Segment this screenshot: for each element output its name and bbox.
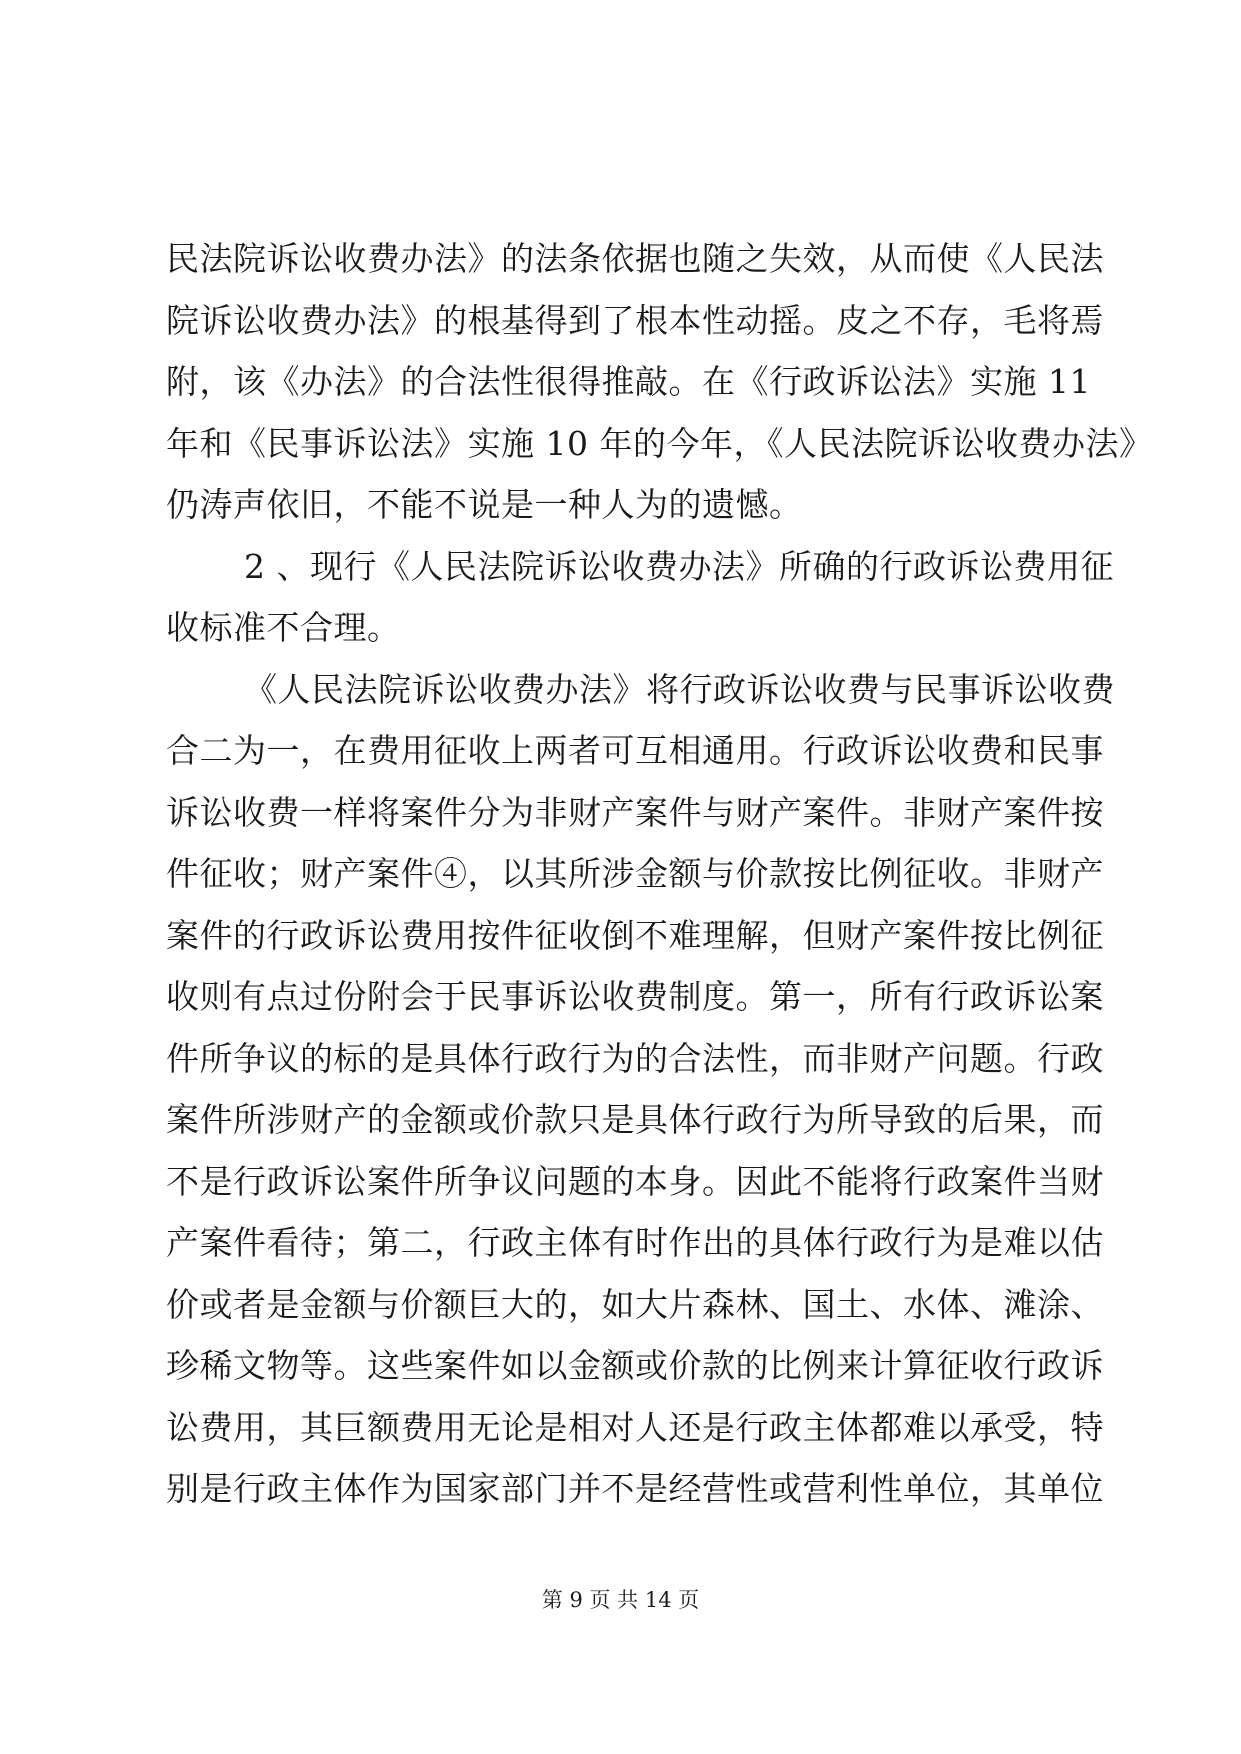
text-line: 别是行政主体作为国家部门并不是经营性或营利性单位，其单位 [166, 1469, 1104, 1508]
text-line: 案件所涉财产的金额或价款只是具体行政行为所导致的后果，而 [166, 1100, 1104, 1139]
text-line: 件征收；财产案件④，以其所涉金额与价款按比例征收。非财产 [166, 854, 1104, 893]
text-line: 价或者是金额与价额巨大的，如大片森林、国土、水体、滩涂、 [166, 1284, 1104, 1324]
text-line: 珍稀文物等。这些案件如以金额或价款的比例来计算征收行政诉 [166, 1346, 1104, 1385]
document-body [166, 228, 1153, 1520]
text-line: 不是行政诉讼案件所争议问题的本身。因此不能将行政案件当财 [166, 1161, 1104, 1201]
text-line: 收标准不合理。 [166, 608, 401, 647]
text-line: 2 、现行《人民法院诉讼收费办法》所确的行政诉讼费用征 [244, 546, 1114, 586]
text-line: 院诉讼收费办法》的根基得到了根本性动摇。皮之不存，毛将焉 [166, 300, 1104, 340]
text-line: 年和《民事诉讼法》实施 10 年的今年，《人民法院诉讼收费办法》 [166, 423, 1153, 463]
text-line: 件所争议的标的是具体行政行为的合法性，而非财产问题。行政 [166, 1038, 1104, 1078]
text-line: 仍涛声依旧，不能不说是一种人为的遗憾。 [166, 485, 803, 524]
text-line: 讼费用，其巨额费用无论是相对人还是行政主体都难以承受，特 [166, 1407, 1104, 1447]
text-line: 收则有点过份附会于民事诉讼收费制度。第一，所有行政诉讼案 [166, 977, 1104, 1016]
text-line: 附，该《办法》的合法性很得推敲。在《行政诉讼法》实施 11 [166, 362, 1091, 401]
text-line: 民法院诉讼收费办法》的法条依据也随之失效，从而使《人民法 [166, 239, 1104, 278]
text-line: 案件的行政诉讼费用按件征收倒不难理解，但财产案件按比例征 [166, 915, 1104, 955]
page-footer: 第 9 页 共 14 页 [541, 1588, 700, 1612]
text-line: 《人民法院诉讼收费办法》将行政诉讼收费与民事诉讼收费 [244, 669, 1115, 709]
text-line: 诉讼收费一样将案件分为非财产案件与财产案件。非财产案件按 [166, 792, 1104, 832]
text-line: 合二为一，在费用征收上两者可互相通用。行政诉讼收费和民事 [166, 731, 1104, 770]
text-line: 产案件看待；第二，行政主体有时作出的具体行政行为是难以估 [166, 1223, 1104, 1262]
